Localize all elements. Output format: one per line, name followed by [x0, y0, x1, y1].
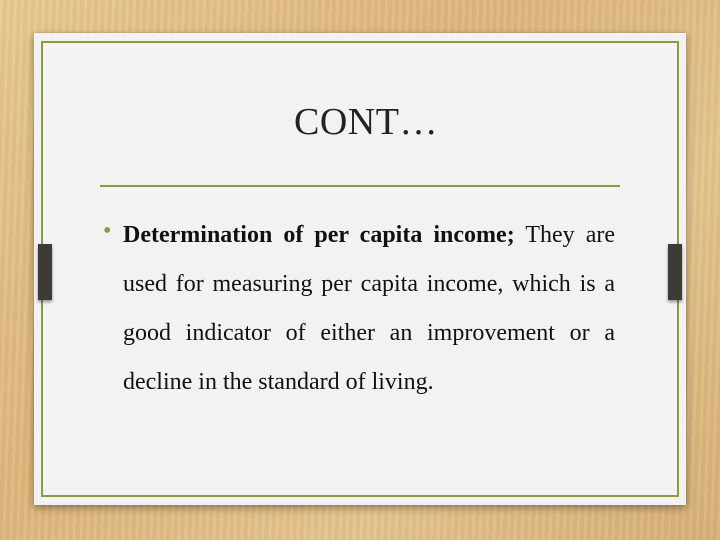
bullet-icon: • — [103, 218, 112, 244]
right-binder-tab — [668, 244, 682, 300]
bullet-lead: Determination of per capita income; — [123, 222, 515, 248]
slide-title: CONT… — [294, 101, 438, 143]
bullet-paragraph — [103, 211, 615, 407]
bullet-text: They are used for measuring per capita income, which is a good indicator of either an improvement or a decline in the standard of living. — [123, 222, 615, 395]
title-divider — [100, 185, 620, 187]
left-binder-tab — [38, 244, 52, 300]
slide-body — [103, 211, 615, 407]
